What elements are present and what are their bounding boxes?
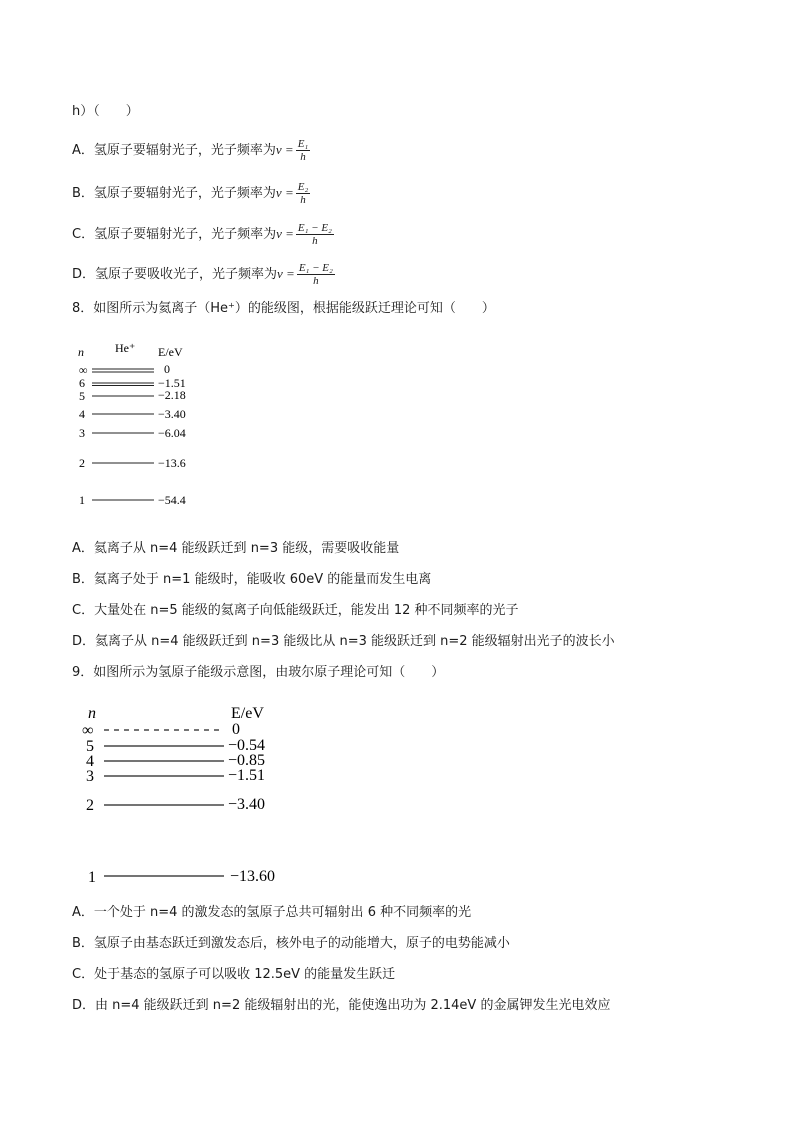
q7-stem-tail: h）（ ） <box>72 104 139 119</box>
q7-option-b: B．氢原子要辐射光子，光子频率为ν = $\frac{\text{E₂}}{h}$ <box>72 181 309 206</box>
q9-option-b: B．氢原子由基态跃迁到激发态后，核外电子的动能增大，原子的电势能减小 <box>72 936 510 951</box>
level-n-3: 3 <box>86 768 94 785</box>
level-e-2: −13.6 <box>158 456 186 470</box>
q9-option-d: D．由 n=4 能级跃迁到 n=2 能级辐射出的光，能使逸出功为 2.14eV 的金属钾发生光电效应 <box>72 998 611 1013</box>
he-ion-energy-level-diagram <box>72 338 222 518</box>
level-e-2: −3.40 <box>228 796 266 813</box>
level-e-5: −2.18 <box>158 388 186 402</box>
level-n-3: 3 <box>79 426 85 440</box>
level-e-inf: 0 <box>164 362 170 376</box>
level-n-6: 6 <box>79 376 85 390</box>
level-n-inf: ∞ <box>79 363 88 377</box>
q7-option-a: A．氢原子要辐射光子，光子频率为ν = $\frac{\text{E₁}}{h}$ <box>72 138 309 163</box>
level-n-inf: ∞ <box>82 722 94 739</box>
q9-option-c: C．处于基态的氢原子可以吸收 12.5eV 的能量发生跃迁 <box>72 967 396 982</box>
level-n-1: 1 <box>88 869 96 886</box>
q8-option-d: D．氦离子从 n=4 能级跃迁到 n=3 能级比从 n=3 能级跃迁到 n=2 能级辐射出光子的波长小 <box>72 634 615 649</box>
q8-stem: 8．如图所示为氦离子（He⁺）的能级图，根据能级跃迁理论可知（ ） <box>72 301 495 316</box>
energy-axis-label: E/eV <box>158 345 183 359</box>
level-n-1: 1 <box>79 493 85 507</box>
level-n-2: 2 <box>79 456 85 470</box>
level-n-4: 4 <box>86 753 94 770</box>
level-e-5: −0.54 <box>228 737 266 754</box>
level-n-2: 2 <box>86 797 94 814</box>
energy-axis-label: E/eV <box>231 705 264 722</box>
n-axis-label: n <box>78 345 84 359</box>
q9-option-a: A．一个处于 n=4 的激发态的氢原子总共可辐射出 6 种不同频率的光 <box>72 905 472 920</box>
level-e-4: −0.85 <box>228 752 266 769</box>
level-n-5: 5 <box>79 389 85 403</box>
species-label: He⁺ <box>115 341 136 355</box>
level-n-4: 4 <box>79 407 85 421</box>
level-e-3: −1.51 <box>228 767 266 784</box>
q8-option-b: B．氦离子处于 n=1 能级时，能吸收 60eV 的能量而发生电离 <box>72 572 432 587</box>
q8-option-a: A．氦离子从 n=4 能级跃迁到 n=3 能级，需要吸收能量 <box>72 541 400 556</box>
level-e-inf: 0 <box>232 721 240 738</box>
q7-option-c: C．氢原子要辐射光子，光子频率为ν = $\frac{\text{E₁ − E₂}}{h}$ <box>72 222 332 247</box>
q7-option-d: D．氢原子要吸收光子，光子频率为ν = $\frac{\text{E₁ − E₂}}{h}$ <box>72 262 333 287</box>
level-e-1: −54.4 <box>158 493 186 507</box>
q9-stem: 9．如图所示为氢原子能级示意图，由玻尔原子理论可知（ ） <box>72 665 445 680</box>
level-e-1: −13.60 <box>230 868 276 885</box>
level-e-6: −1.51 <box>158 376 186 390</box>
n-axis-label: n <box>88 705 96 722</box>
level-e-4: −3.40 <box>158 407 186 421</box>
level-e-3: −6.04 <box>158 426 186 440</box>
level-n-5: 5 <box>86 738 94 755</box>
hydrogen-energy-level-diagram <box>76 698 306 888</box>
q8-option-c: C．大量处在 n=5 能级的氦离子向低能级跃迁，能发出 12 种不同频率的光子 <box>72 603 519 618</box>
